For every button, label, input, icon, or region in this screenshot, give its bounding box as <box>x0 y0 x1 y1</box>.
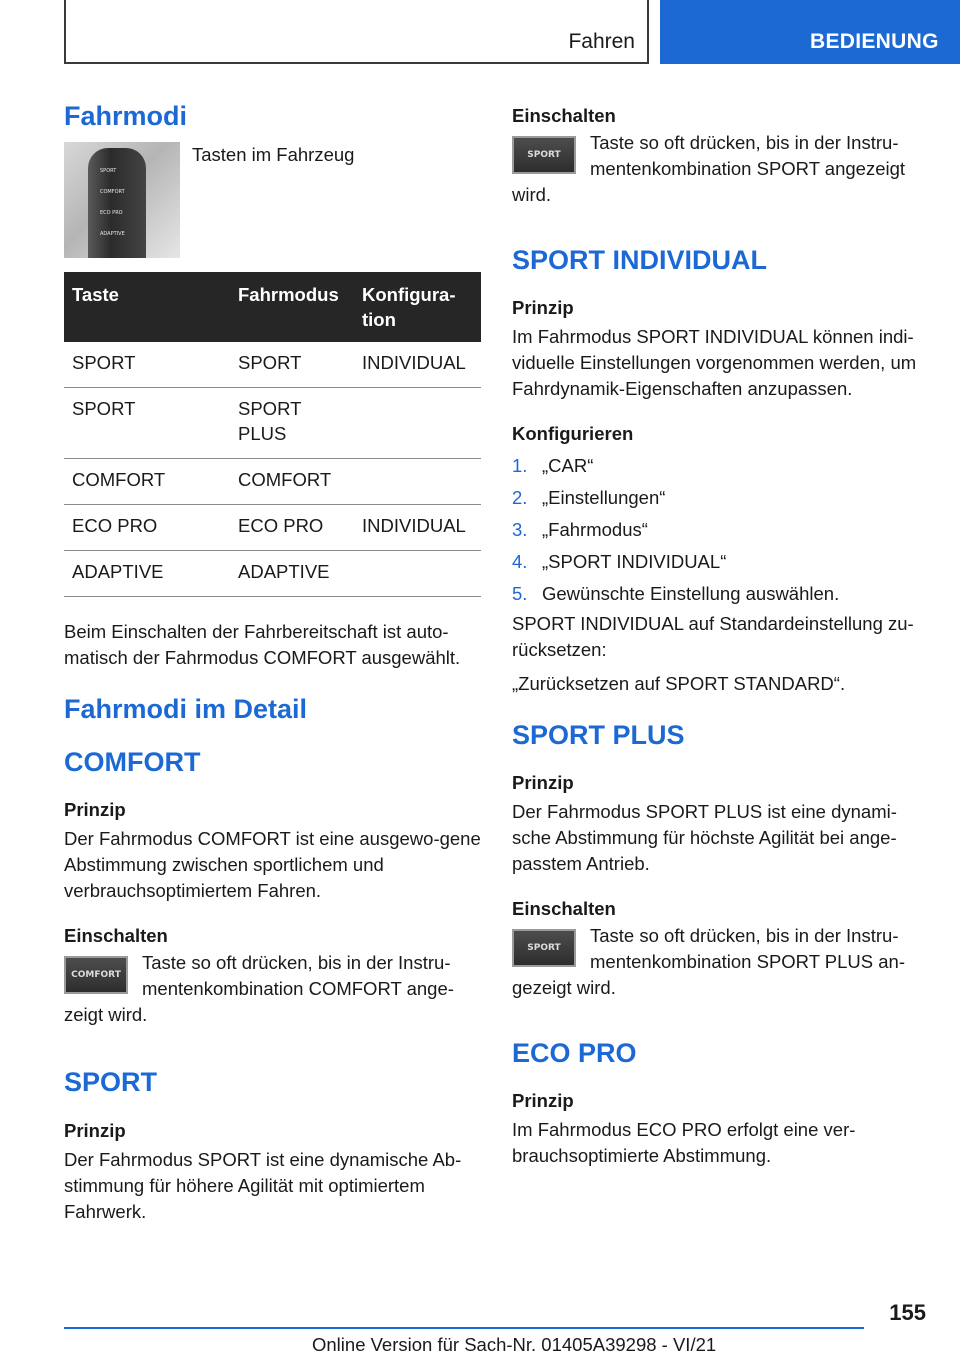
eco-pro-principle-text: Im Fahrmodus ECO PRO erfolgt eine ver-brauchsoptimierte Abstimmung. <box>512 1119 856 1167</box>
table-header-row <box>64 272 481 342</box>
header-chapter-label: BEDIENUNG <box>810 30 939 53</box>
step-number: 1. <box>512 454 528 476</box>
table-cell: SPORT <box>64 388 230 459</box>
comfort-button-icon: COMFORT <box>64 956 128 994</box>
sport-switch-text: Taste so oft drücken, bis in der Instru-mentenkombination SPORT angezeigt wird. <box>512 132 906 206</box>
sport-individual-principle-text: Im Fahrmodus SPORT INDIVIDUAL können indi-viduelle Einstellungen vorgenommen werden, um Fahrdynamik-Eigenschaften anzupassen. <box>512 326 917 400</box>
step-text: „Fahrmodus“ <box>542 518 648 540</box>
photo-label-eco-pro: ECO PRO <box>100 210 123 217</box>
list-item <box>512 453 927 479</box>
right-column <box>512 100 927 1169</box>
sport-individual-principle-heading: Prinzip <box>512 297 574 319</box>
step-number: 2. <box>512 486 528 508</box>
step-text: „CAR“ <box>542 454 594 476</box>
page-number: 155 <box>889 1300 926 1325</box>
step-text: „Einstellungen“ <box>542 486 666 508</box>
table-row <box>64 388 481 459</box>
sport-switch-heading: Einschalten <box>512 105 616 126</box>
table-cell: ADAPTIVE <box>230 551 354 597</box>
footer-divider <box>64 1327 864 1329</box>
footer-text: Online Version für Sach-Nr. 01405A39298 - VI/21 <box>312 1334 717 1355</box>
table-header-fahrmodus: Fahrmodus <box>238 284 339 306</box>
list-item <box>512 581 927 607</box>
step-text: „SPORT INDIVIDUAL“ <box>542 550 727 572</box>
header-section-label: Fahren <box>568 30 635 53</box>
table-cell: COMFORT <box>64 459 230 505</box>
photo-label-comfort: COMFORT <box>100 189 125 196</box>
photo-label-sport: SPORT <box>100 168 117 175</box>
modes-table <box>64 272 481 597</box>
comfort-principle-heading: Prinzip <box>64 799 126 821</box>
sport-plus-button-icon: SPORT <box>512 929 576 967</box>
list-item <box>512 485 927 511</box>
table-row <box>64 551 481 597</box>
table-cell: ECO PRO <box>230 505 354 551</box>
table-cell: INDIVIDUAL <box>354 342 481 388</box>
sport-individual-title: SPORT INDIVIDUAL <box>512 245 768 276</box>
table-cell: INDIVIDUAL <box>354 505 481 551</box>
table-cell: SPORT <box>230 342 354 388</box>
header-chapter-tab <box>660 0 960 64</box>
detail-title: Fahrmodi im Detail <box>64 694 308 725</box>
sport-plus-switch-heading: Einschalten <box>512 897 616 919</box>
table-cell: COMFORT <box>230 459 354 505</box>
photo-label-adaptive: ADAPTIVE <box>100 231 125 238</box>
step-number: 3. <box>512 518 528 540</box>
sport-switch-block <box>512 130 927 208</box>
comfort-switch-text: Taste so oft drücken, bis in der Instru-mentenkombination COMFORT ange-zeigt wird. <box>64 952 454 1026</box>
vehicle-buttons-photo <box>64 142 180 258</box>
intro-text: Beim Einschalten der Fahrbereitschaft ist auto-matisch der Fahrmodus COMFORT ausgewählt. <box>64 621 461 669</box>
sport-title: SPORT <box>64 1067 158 1098</box>
table-cell <box>354 551 481 597</box>
reset-item: „Zurücksetzen auf SPORT STANDARD“. <box>512 672 846 694</box>
comfort-switch-heading: Einschalten <box>64 925 168 947</box>
sport-principle-heading: Prinzip <box>64 1119 126 1141</box>
config-heading: Konfigurieren <box>512 423 634 445</box>
sport-plus-switch-text: Taste so oft drücken, bis in der Instru-mentenkombination SPORT PLUS an-gezeigt wird. <box>512 925 906 999</box>
table-cell: SPORT PLUS <box>230 388 354 459</box>
config-steps-list <box>512 453 927 607</box>
table-header-konfiguration: Konfigura- tion <box>362 284 456 331</box>
comfort-switch-block <box>64 950 481 1028</box>
reset-text: SPORT INDIVIDUAL auf Standardeinstellung zu-rücksetzen: <box>512 612 914 660</box>
photo-caption: Tasten im Fahrzeug <box>192 144 355 166</box>
table-cell: ECO PRO <box>64 505 230 551</box>
step-number: 5. <box>512 582 528 604</box>
comfort-title: COMFORT <box>64 746 201 777</box>
table-cell: SPORT <box>64 342 230 388</box>
comfort-principle-text: Der Fahrmodus COMFORT ist eine ausgewo-gene Abstimmung zwischen sportlichem und verbrauchsoptimiertem Fahren. <box>64 828 481 902</box>
sport-button-icon: SPORT <box>512 136 576 174</box>
sport-plus-principle-heading: Prinzip <box>512 771 574 793</box>
button-panel-graphic <box>88 148 146 258</box>
photo-row <box>64 142 481 258</box>
list-item <box>512 517 927 543</box>
page-title: Fahrmodi <box>64 101 188 131</box>
eco-pro-title: ECO PRO <box>512 1038 637 1069</box>
sport-plus-principle-text: Der Fahrmodus SPORT PLUS ist eine dynami-sche Abstimmung für höchste Agilität bei ange-passtem Antrieb. <box>512 800 897 874</box>
step-number: 4. <box>512 550 528 572</box>
table-row <box>64 505 481 551</box>
eco-pro-principle-heading: Prinzip <box>512 1090 574 1112</box>
table-row <box>64 459 481 505</box>
sport-principle-text: Der Fahrmodus SPORT ist eine dynamische Ab-stimmung für höhere Agilität mit optimiertem Fahrwerk. <box>64 1148 462 1222</box>
header-section-tab <box>64 0 649 64</box>
table-row <box>64 342 481 388</box>
step-text: Gewünschte Einstellung auswählen. <box>542 582 840 604</box>
sport-plus-switch-block <box>512 923 927 1001</box>
sport-plus-title: SPORT PLUS <box>512 719 685 750</box>
list-item <box>512 549 927 575</box>
left-column <box>64 100 481 1225</box>
table-cell <box>354 459 481 505</box>
table-cell <box>354 388 481 459</box>
table-header-taste: Taste <box>72 284 119 306</box>
table-cell: ADAPTIVE <box>64 551 230 597</box>
